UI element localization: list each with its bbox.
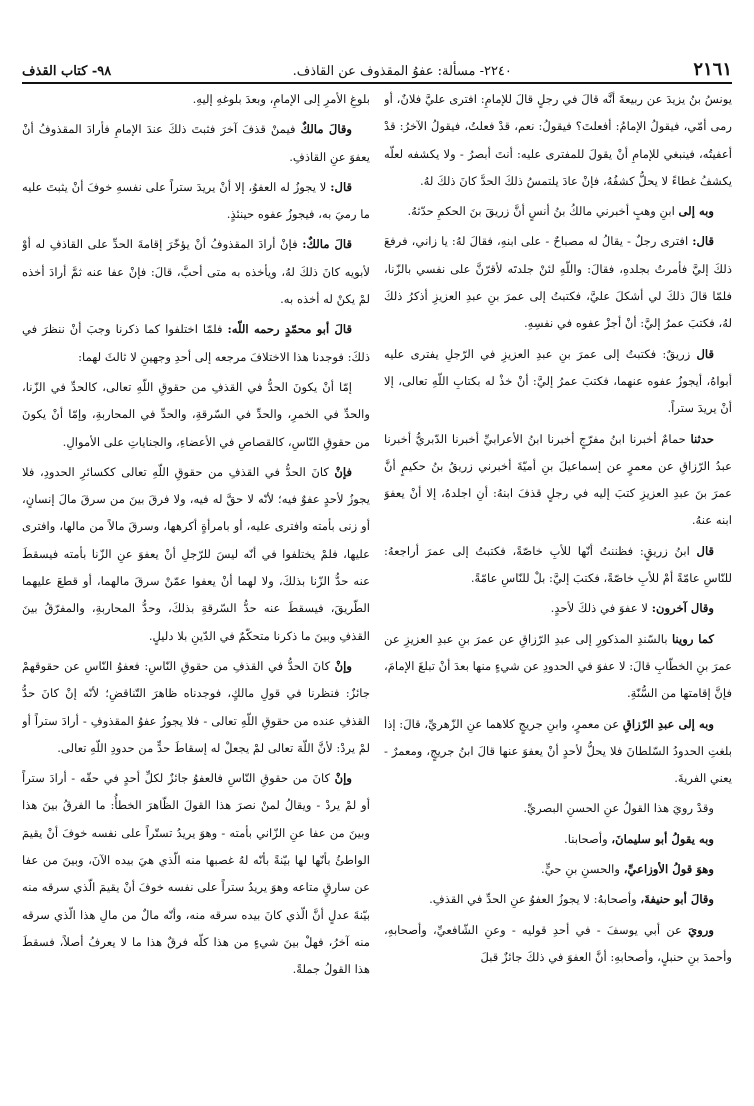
paragraph — [384, 426, 732, 535]
paragraph — [384, 856, 732, 883]
paragraph — [22, 765, 370, 983]
paragraph — [384, 198, 732, 225]
paragraph-text: يونسُ بنُ يزيدَ عن ربيعةَ أنَّه قالَ في رجلٍ قالَ للإمامِ: افترى عليَّ فلانٌ، أو رمى أمّي، فيقولُ الإمامُ: أفعلتَ؟ فيقولُ: نعم، قدْ فعلتُ، فيقولُ الآخرُ: قدْ أعفيتُه، فينبغي للإمامِ أنْ يقولَ للمفترى عليه: أنتَ أبصرُ - ولا يكشفه لعلّه يكشفُ غطاءً لا يحلُّ كشفُهُ، فإنْ عادَ يلتمسُ ذلكَ الحدَّ كانَ ذلكَ لهُ. — [384, 92, 732, 188]
paragraph — [384, 826, 732, 853]
paragraph-text: فيمنْ قذفَ آخرَ فثبتَ ذلكَ عندَ الإمامِ فأرادَ المقذوفُ أنْ يعفوَ عنِ القاذفِ. — [22, 122, 370, 164]
paragraph-text: وقدْ رويَ هذا القولُ عنِ الحسنِ البصريِّ. — [523, 801, 714, 816]
paragraph — [22, 653, 370, 762]
paragraph — [22, 174, 370, 229]
paragraph — [22, 86, 370, 113]
paragraph-lead: وقالَ أبو حنيفةَ، — [640, 892, 714, 907]
paragraph-text: كانَ من حقوقِ النّاسِ فالعفوُ جائزٌ لكلِّ أحدٍ في حقّه - أرادَ ستراً أو لمْ يردْ - ويقالُ لمنْ نصرَ هذا القولَ الظّاهرَ الخطأُ: ما الفرقُ بينَ هذا وبينَ من عفا عنِ الزّاني بأمته - وهوَ يريدُ تستّراً على نفسه خوفَ أنْ يقيمَ الواطئُ بأنّها لها بيّنةً بأنّه لهُ غصبها منه الّذي هيَ بيده الآنَ، وبينَ من عفا عن سارقٍ متاعه وهوَ يريدُ ستراً على نفسه خوفَ أنْ يقيمَ الّذي سرقه منه بيّنةَ عدلٍ أنَّ الّذي كانَ بيده سرقه منه، وأنّه مالٌ من مالِ هذا الّذي سرقه منه آخرُ، فهلْ بينَ شيءٍ من هذا كلّه فرقٌ هذا ما لا يعرفُ أصلاً، فسقطَ هذا القولُ جملةً. — [22, 771, 370, 977]
paragraph — [384, 595, 732, 622]
paragraph-text: فلمّا اختلفوا كما ذكرنا وجبَ أنْ ننظرَ في ذلكَ: فوجدنا هذا الاختلافَ مرجعه إلى أحدِ وجهينِ لا ثالثَ لهما: — [22, 322, 370, 364]
paragraph — [384, 228, 732, 337]
paragraph-lead: قال: — [692, 234, 714, 249]
paragraph-lead: وقالَ مالكٌ — [300, 122, 352, 137]
paragraph-lead: وبه إلى — [678, 204, 714, 219]
paragraph-lead: قال — [696, 543, 715, 558]
paragraph-lead: قال: — [330, 179, 353, 194]
paragraph-lead: قالَ مالكٌ: — [302, 237, 352, 252]
paragraph-text: لا يجوزُ له العفوُ، إلا أنْ يريدَ ستراً على نفسهِ خوفَ أنْ يثبتَ عليه ما رميَ به، فيجوزُ عفوه حينئذٍ. — [22, 179, 370, 222]
paragraph-lead: فإنْ — [334, 464, 352, 479]
paragraph — [22, 231, 370, 313]
paragraph-lead: وإنْ — [334, 771, 352, 786]
paragraph — [384, 341, 732, 423]
paragraph-lead: وإنْ — [334, 658, 352, 673]
paragraph — [384, 626, 732, 708]
paragraph-text: كانَ الحدُّ في القذفِ من حقوقِ النّاسِ: فعفوُ النّاسِ عن حقوقهمْ جائزٌ: فنظرنا في قولِ مالكٍ، فوجدناه ظاهرَ التّناقضِ؛ لأنّه إنْ كانَ حدُّ القذفِ عنده من حقوقِ اللّهِ تعالى - فلا يجوزُ عفوُ المقذوفِ - أرادَ ستراً أو لمْ يردْ: لأنَّ اللّهَ تعالى لمْ يجعلْ له إسقاطَ حدٍّ من حدودِ اللّهِ تعالى. — [22, 658, 370, 755]
paragraph-text: والحسنِ بنِ حيٍّ. — [541, 862, 620, 877]
right-column — [384, 86, 732, 1098]
paragraph-text: لا عفوَ في ذلكَ لأحدٍ. — [550, 601, 648, 616]
paragraph-lead: حدثنا — [690, 431, 715, 446]
paragraph — [384, 538, 732, 593]
paragraph — [384, 917, 732, 972]
paragraph-lead: وهوَ قولُ الأوزاعيِّ، — [623, 862, 714, 877]
paragraph-text: عن معمرٍ، وابنِ جريجٍ كلاهما عنِ الزّهريِّ، قالَ: إذا بلغتِ الحدودُ السّلطانَ فلا يحلُّ لأحدٍ أنْ يعفوَ عنها قالَ ابنُ جريجٍ، ومعمرٌ - يعني الفريةَ. — [384, 716, 732, 786]
paragraph — [22, 374, 370, 456]
paragraph — [384, 86, 732, 195]
paragraph-text: فإنْ أرادَ المقذوفُ أنْ يؤخّرَ إقامةَ الحدِّ على القاذفِ له أوْ لأبويه كانَ ذلكَ لهُ، ويأخذه به متى أحبَّ، قالَ: فإنْ عفا عنه ثمَّ أرادَ أخذه لمْ يكنْ له أخذه به. — [22, 237, 370, 307]
page-header — [22, 56, 732, 84]
paragraph-text: كانَ الحدُّ في القذفِ من حقوقِ اللّهِ تعالى ككسائرِ الحدودِ، فلا يجوزُ لأحدٍ عفوٌ فيه؛ لأنّه لا حقَّ له فيه، ولا فرقَ بينَ من سرقَ مالَ إنسانٍ، أو زنى بأمته وافترى عليه، أو بامرأةٍ أكرهها، وسرقَ مالاً من مالها، وافترى عليها، فلمْ يختلفوا في أنّه ليسَ للرّجلِ أنْ يعفوَ عنِ الزّنا بأمته فيسقطَ عنه حدُّ الزّنا بذلكَ، ولا لهما أنْ يعفوا عمّنْ سرقَ مالهما، أو قطعَ عليهما الطّريقَ، فيسقطَ عنه حدُّ السّرقةِ بذلكَ، وحدُّ المحاربةِ، والمفرّقُ بينَ القذفِ وبينَ ما ذكرنا متحكّمٌ في الدّينِ بلا دليلٍ. — [22, 464, 370, 643]
paragraph-lead: وبه يقولُ أبو سليمانَ، — [611, 831, 714, 846]
paragraph-text: افترى رجلٌ - يقالُ له مصباحٌ - على ابنهِ، فقالَ لهُ: يا زاني، فرفعَ ذلكَ إليَّ فأمرتُ بجلدهِ، فقالَ: واللّهِ لئنْ جلدتَه لأقرّنَّ على نفسي بالزّنا، فلمّا قالَ ذلكَ لي أشكلَ عليَّ، فكتبتُ إلى عمرَ بنِ عبدِ العزيزِ أذكرُ ذلكَ لهُ، فكتبَ عمرُ إليَّ: أنْ أجزْ عفوه في نفسِهِ. — [384, 234, 732, 331]
paragraph — [22, 316, 370, 371]
paragraph-text: عن أبي يوسفَ - في أحدِ قوليه - وعنِ الشّافعيِّ، وأصحابهِ، وأحمدَ بنِ حنبلٍ، وأصحابهِ: أنَّ العفوَ في ذلكَ جائزٌ قبلَ — [384, 922, 732, 964]
paragraph-text: زريقٌ: فكتبتُ إلى عمرَ بنِ عبدِ العزيزِ في الرّجلِ يفترى عليه أبواهُ، أيجوزُ عفوه عنهما، فكتبَ عمرُ إليَّ: أنْ خذْ له بكتابِ اللّهِ تعالى، إلا أنْ يريدَ ستراً. — [384, 346, 732, 416]
paragraph-text: بلوغِ الأمرِ إلى الإمامِ، وبعدَ بلوغهِ إليهِ. — [192, 92, 370, 106]
paragraph-text: حمامٌ أخبرنا ابنُ مفرّجٍ أخبرنا ابنُ الأعرابيِّ أخبرنا الدّبريُّ أخبرنا عبدُ الرّزاقِ عن معمرٍ عن إسماعيلَ بنِ أميّةَ أخبرني زريقُ بنُ حكيمٍ أنَّ عمرَ بنَ عبدِ العزيزِ كتبَ إليه في رجلٍ قذفَ ابنهُ: أنِ اجلدهُ، إلا أنْ يعفوَ ابنه عنهُ. — [384, 431, 732, 528]
paragraph — [384, 795, 732, 822]
paragraph-text: إمّا أنْ يكونَ الحدُّ في القذفِ من حقوقِ اللّهِ تعالى، كالحدِّ في الزّنا، والحدِّ في الخمرِ، والحدِّ في السّرقةِ، والحدِّ في المحاربةِ، وإمّا أنْ يكونَ من حقوقِ النّاسِ، كالقصاصِ في الأعضاءِ، والجناياتِ على الأموالِ. — [22, 379, 370, 449]
paragraph-text: بالسّندِ المذكورِ إلى عبدِ الرّزاقِ عن عمرَ بنِ عبدِ العزيزِ عن عمرَ بنِ الخطّابِ قالَ: لا عفوَ في الحدودِ عن شيءٍ منها بعدَ أنْ تبلغَ الإمامَ، فإنَّ إقامتها من السُّنّةِ. — [384, 631, 732, 701]
left-column — [22, 86, 370, 1098]
paragraph-lead: وبه إلى عبدِ الرّزاقِ — [622, 716, 714, 731]
paragraph-text: وأصحابنا. — [564, 831, 608, 846]
paragraph — [384, 711, 732, 793]
paragraph-text: ابنِ وهبٍ أخبرني مالكُ بنُ أنسٍ أنَّ زريقَ بنَ الحكمِ حدّثهُ. — [407, 204, 675, 219]
paragraph-lead: كما روينا — [672, 631, 715, 646]
paragraph-lead: ورويَ — [688, 922, 714, 937]
paragraph-text: وأصحابهُ: لا يجوزُ العفوُ عنِ الحدِّ في القذفِ. — [429, 892, 637, 907]
book-section: ٩٨- كتاب القذف — [22, 64, 112, 79]
text-columns — [22, 86, 732, 1098]
paragraph — [22, 459, 370, 650]
paragraph-lead: قال — [696, 346, 714, 361]
paragraph — [384, 886, 732, 913]
paragraph — [22, 116, 370, 171]
paragraph-lead: قالَ أبو محمّدٍ رحمه اللّه: — [227, 322, 353, 337]
paragraph-lead: وقال آخرون: — [651, 601, 714, 616]
issue-title: ٢٢٤٠- مسألة: عفوُ المقذوف عن القاذف. — [292, 64, 512, 79]
paragraph-text: ابنُ زريقٍ: فظننتُ أنّها للأبِ خاصّةً، فكتبتُ إلى عمرَ أراجعهُ: للنّاسِ عامّةً أمْ للأبِ خاصّةً، فكتبَ إليَّ: بلْ للنّاسِ عامّةً. — [384, 543, 732, 586]
page-number: ٢١٦١ — [693, 59, 732, 80]
